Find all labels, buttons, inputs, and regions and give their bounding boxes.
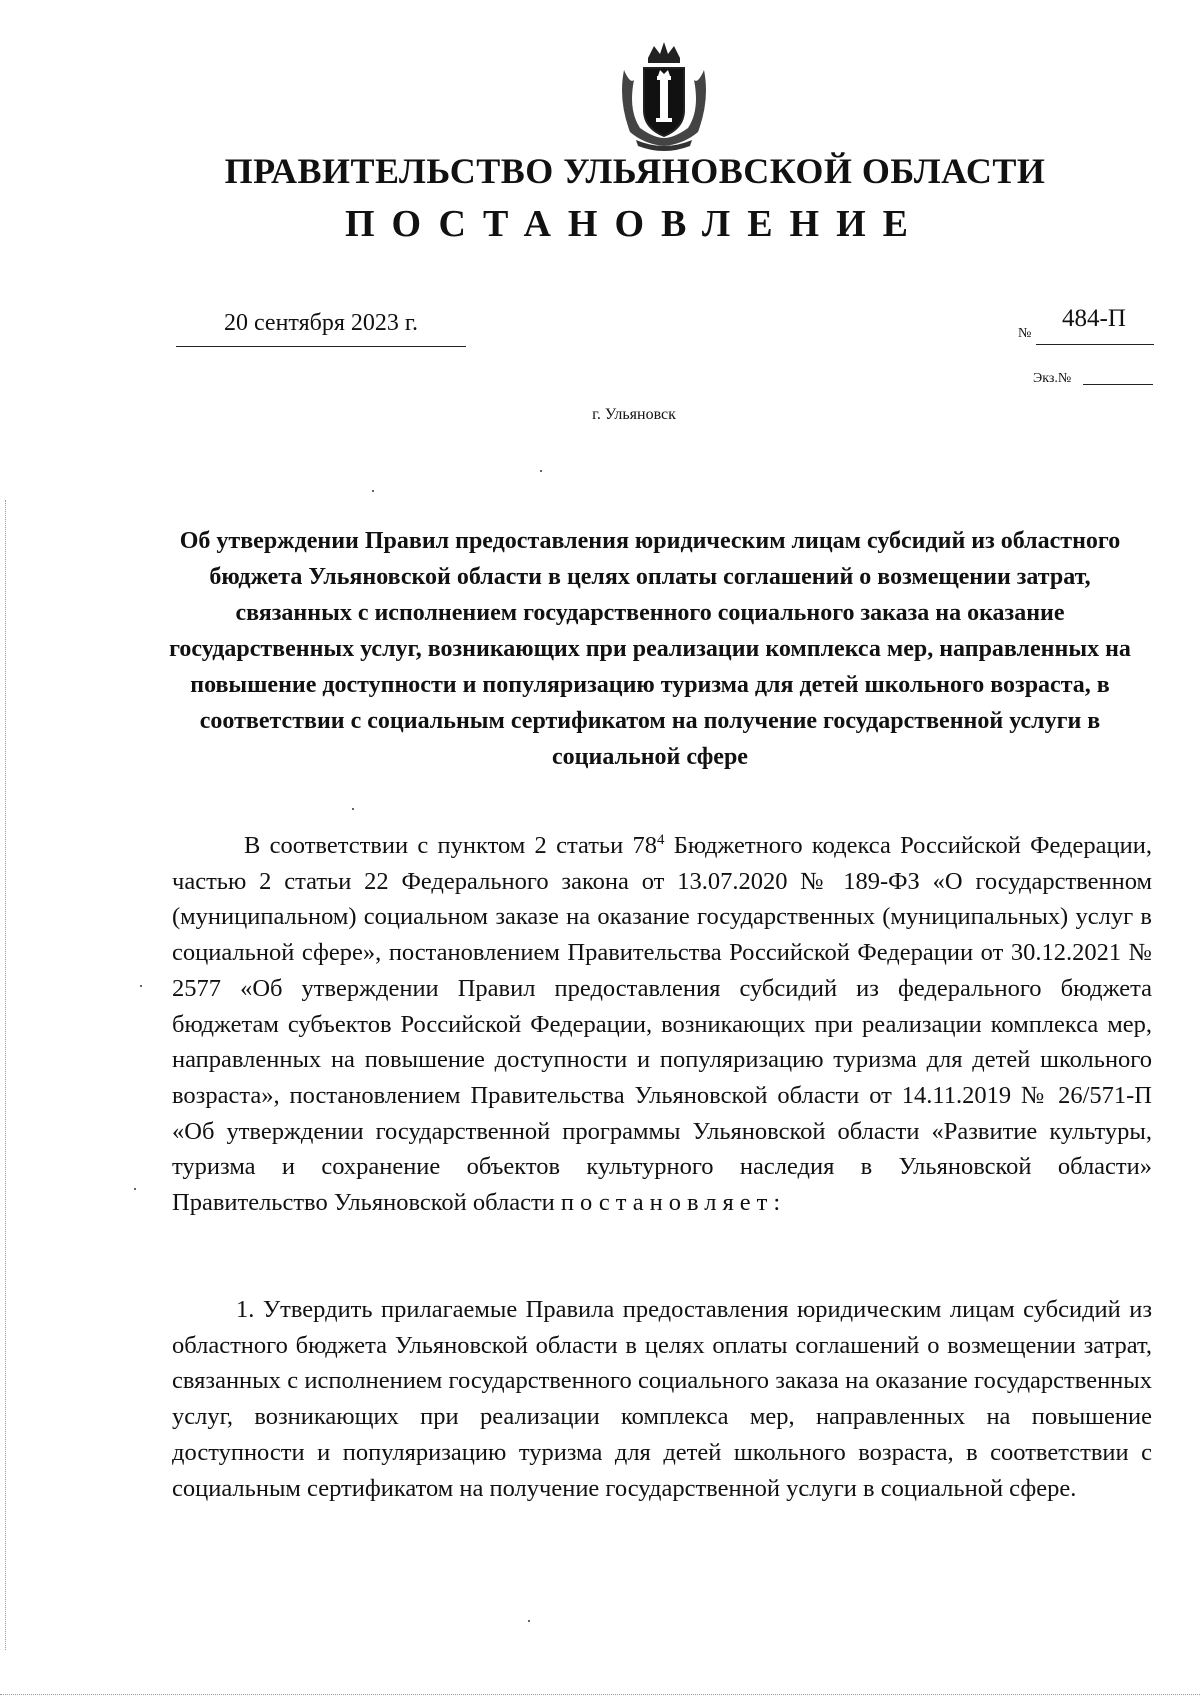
city: г. Ульяновск — [592, 406, 676, 423]
scan-border-left — [5, 500, 6, 1650]
scan-speck — [540, 470, 542, 472]
paragraph-item-1: 1. Утвердить прилагаемые Правила предоставления юридическим лицам субсидий из областного бюджета Ульяновской области в целях оплаты соглашений о возмещении затрат, связанных с исполнением государственного социального заказа на оказание государственных услуг, возникающих при реализации комплекса мер, направленных на повышение доступности и популяризацию туризма для детей школьного возраста, в соответствии с социальным сертификатом на получение государственной услуги в социальной сфере. — [172, 1296, 1152, 1502]
article-superscript: 4 — [657, 831, 665, 848]
document-number: 484-П — [1062, 305, 1126, 332]
preamble-text-start: В соответствии с пунктом 2 статьи 78 — [244, 832, 658, 859]
document-heading: Об утверждении Правил предоставления юридическим лицам субсидий из областного бюджета Ульяновской области в целях оплаты соглашений о возмещении затрат, связанных с исполнением государственного социального заказа на оказание государственных услуг, возникающих при реализации комплекса мер, направленных на повышение доступности и популяризацию туризма для детей школьного возраста, в соответствии с социальным сертификатом на получение государственной услуги в социальной сфере — [169, 528, 1131, 770]
preamble-text-rest: Бюджетного кодекса Российской Федерации, частью 2 статьи 22 Федерального закона от 13.07.2020 № 189-ФЗ «О государственном (муниципальном) социальном заказе на оказание государственных (муниципальных) услуг в социальной сфере», постановлением Правительства Российской Федерации от 30.12.2021 № 2577 «Об утверждении Правил предоставления субсидий из федерального бюджета бюджетам субъектов Российской Федерации, возникающих при реализации комплекса мер, направленных на повышение доступности и популяризацию туризма для детей школьного возраста», постановлением Правительства Ульяновской области от 14.11.2019 № 26/571-П «Об утверждении государственной программы Ульяновской области «Развитие культуры, туризма и сохранение объектов культурного наследия в Ульяновской области» Правительство Ульяновской области — [172, 832, 1152, 1217]
scan-speck — [134, 1188, 136, 1190]
paragraph-preamble — [172, 828, 1152, 1221]
document-type: ПОСТАНОВЛЕНИЕ — [344, 203, 926, 245]
document-date: 20 сентября 2023 г. — [223, 310, 419, 336]
scan-speck — [372, 490, 374, 492]
copy-number-underline — [1083, 384, 1153, 385]
resolves-word: постановляет: — [560, 1189, 787, 1217]
government-title: ПРАВИТЕЛЬСТВО УЛЬЯНОВСКОЙ ОБЛАСТИ — [224, 151, 1046, 191]
number-sign: № — [1018, 326, 1032, 341]
number-underline — [1036, 344, 1154, 345]
scan-speck — [352, 808, 354, 810]
scan-border-bottom — [0, 1694, 1200, 1695]
coat-of-arms-icon — [614, 40, 714, 152]
scan-speck — [140, 985, 142, 987]
copy-number-label: Экз.№ — [1033, 371, 1072, 386]
date-underline — [176, 346, 466, 347]
scan-speck — [528, 1620, 530, 1622]
